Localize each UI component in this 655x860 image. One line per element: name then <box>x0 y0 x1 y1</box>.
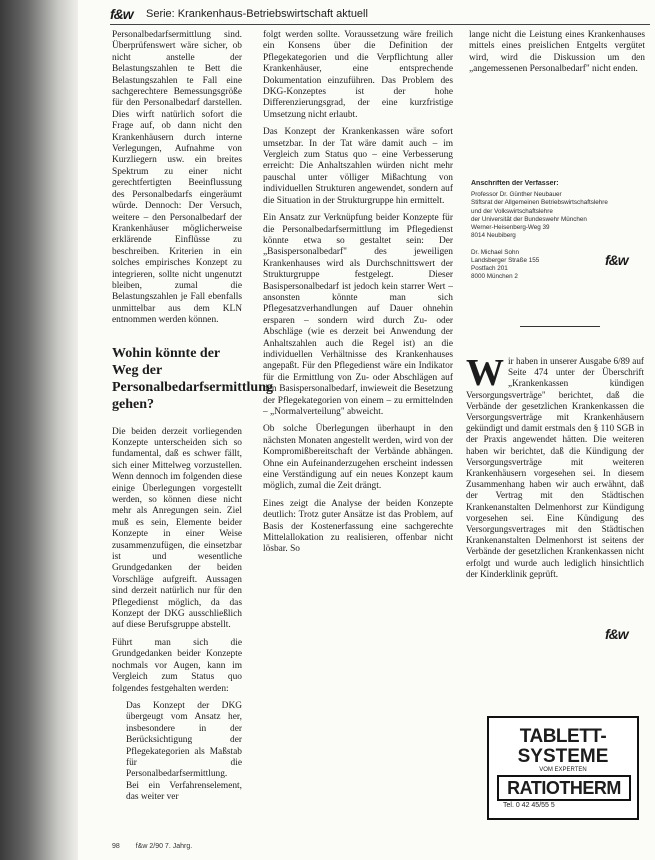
drop-cap: W <box>466 352 504 394</box>
ad-line-2: SYSTEME <box>517 746 609 767</box>
paragraph: Personalbedarfsermittlung sind. Überprüfenswert wäre sicher, ob nicht anstelle der Belastungszahlen te Bett die Belastungszahlen te Fall eine sachgerechtere Bemessungsgröße für den Personalbedarf darstellen. Dies wirft natürlich sofort die Frage auf, ob dann nicht den Krankenhäusern durch interne Verlegungen, Aufnahme von Kurzliegern usw. ein breites Spektrum zu einer nicht gerechtfertigten Beeinflussung des Personalbedarfs eingeräumt würde. Dennoch: Der Versuch, weitere – den Personalbedarf der Krankenhäuser möglicherweise erklärende Einflüsse zu beschreiben. Kriterien in ein solches empirisches Konzept zu integrieren, sollte nicht ungenutzt bleiben, zumal die Belastungszahlen je Fall ebenfalls unmittelbar aus dem KLN entnommen werden können. <box>112 30 242 326</box>
notice-text: ir haben in unserer Ausgabe 6/89 auf Seite 474 unter der Überschrift „Krankenkassen kündigen Versorgungsverträge" berichtet, daß die Verbände der gesetzlichen Krankenkassen die Versorgungsverträge mit Krankenhäusern gekündigt und damit erstmals den § 110 SGB in der Praxis angewendet hätten. Die weiteren haben wir berichtet, daß die Kündigung der Versorgungsverträge mit weiteren Krankenhäusern vorgesehen sei. In diesem Zusammenhang haben wir auch erwähnt, daß der Vertrag mit den Städtischen Krankenanstalten Delmenhorst zur Kündigung vorgesehen sei. Eine Kündigung des Versorgungsvertrages mit den Städtischen Krankenanstalten Delmenhorst ist seitens der Verbände der gesetzlichen Krankenkassen nicht erfolgt und wurde auch lediglich hinsichtlich der Kinderklinik geprüft. <box>466 356 644 579</box>
column-2 <box>263 30 453 562</box>
correction-notice <box>466 352 644 580</box>
author-line: Postfach 201 <box>471 265 508 273</box>
book-binding-shadow <box>0 0 78 860</box>
section-divider <box>520 326 600 327</box>
author-line: Stiftsrat der Allgemeinen Betriebswirtschaftslehre <box>471 199 608 207</box>
author-line: Dr. Michael Sohn <box>471 248 519 256</box>
section-heading: Wohin könnte der Weg der Personalbedarfsermittlung gehen? <box>112 345 273 412</box>
end-logo: f&w <box>605 626 628 642</box>
author-line: und der Volkswirtschaftslehre <box>471 207 553 215</box>
paragraph: Ein Ansatz zur Verknüpfung beider Konzepte für die Personalbedarfsermittlung im Pflegedienst könnte etwa so gestaltet sein: Der „Basispersonalbedarf" des jeweiligen Krankenhauses wird als Durchschnittswert der Strukturgruppe festgelegt. Dieser Basispersonalbedarf ist jedoch kein starrer Wert – ansonsten könnte man sich Pflegesatzverhandlungen auf Dauer ohnehin ersparen – sondern wird durch Zu- oder Abschläge (wie es derzeit bei Anwendung der Anhaltszahlen auch die Regel ist) an die individuellen Verhältnisse des Krankenhauses angepaßt. Für den Pflegedienst wäre ein Indikator für die Ermittlung von Zu- oder Abschlägen auf den Basispersonalbedarf, inwieweit die Besetzung der Pflegekategorien von einem – zu ermittelnden – „Normalverteilung" abweicht. <box>263 213 453 417</box>
author-line: 8014 Neubiberg <box>471 232 516 240</box>
column-1 <box>112 30 273 810</box>
paragraph: Das Konzept der DKG übergeugt vom Ansatz her, insbesondere in der Berücksichtigung der Pflegekategorien als Maßstab für die Personalbedarfsermittlung. Bei ein Verfahrenselement, das weiter ver <box>126 700 242 803</box>
ad-line-3: VOM EXPERTEN <box>539 767 587 773</box>
paragraph: Eines zeigt die Analyse der beiden Konzepte deutlich: Trotz guter Ansätze ist das Problem, auf Basis der Kostenerfassung eine sachgerechte Mittelallokation zu realisieren, offenbar nicht lösbar. So <box>263 498 453 555</box>
ad-line-1: TABLETT- <box>519 726 607 747</box>
author-line: Landsberger Straße 155 <box>471 256 540 264</box>
ad-phone: Tel. 0 42 45/55 5 <box>503 802 555 809</box>
end-logo: f&w <box>605 252 628 268</box>
author-line <box>471 240 641 248</box>
paragraph: Die beiden derzeit vorliegenden Konzepte unterscheiden sich so fundamental, daß es schwer fällt, sich einer Mittelweg vorzustellen. Wenn dennoch im folgenden diese einige Überlegungen vorgestellt werden, so können diese nicht mehr als Anregungen sein. Ziel muß es sein, Elemente beider Konzepte in einer Weise zusammenzufügen, die einsetzbar ist und wesentliche Grundgedanken der beiden Vorschläge aufgreift. Aussagen sind derzeit natürlich nur für den Pflegedienst möglich, da das Konzept der DKG ausschließlich auf diese Berufsgruppe abstellt. <box>112 426 242 631</box>
paragraph: folgt werden sollte. Voraussetzung wäre freilich ein Konsens über die Definition der Pflegekategorien und die Verpflichtung aller Krankenhäuser, eine entsprechende Dokumentation einzuführen. Das Problem des DKG-Konzeptes ist der hohe Differenzierungsgrad, der eine kurzfristige Umsetzung nicht erlaubt. <box>263 30 453 120</box>
author-line: Professor Dr. Günther Neubauer <box>471 191 562 199</box>
paragraph: Führt man sich die Grundgedanken beider Konzepte nochmals vor Augen, kann im Vergleich zum Status quo folgendes festgehalten werden: <box>112 637 242 694</box>
author-line: Werner-Heisenberg-Weg 39 <box>471 224 550 232</box>
advertisement <box>487 716 639 820</box>
paragraph: lange nicht die Leistung eines Krankenhauses mittels eines preislichen Entgelts vergütet wird, wird die Diskussion um den „angemessenen Personalbedarf" nicht enden. <box>469 30 645 75</box>
ad-brand: RATIOTHERM <box>497 775 631 801</box>
column-3 <box>469 30 645 82</box>
page-footer <box>112 843 206 850</box>
fw-logo: f&w <box>110 6 133 22</box>
author-line: der Universität der Bundeswehr München <box>471 215 587 223</box>
header-rule <box>110 24 650 25</box>
paragraph: Ob solche Überlegungen überhaupt in den nächsten Monaten angestellt werden, wird von der Kompromißbereitschaft der Verbände abhängen. Ohne ein Aufeinanderzugehen erscheint indessen eine Verständigung auf ein neues Konzept kaum möglich, zumal die Zeit drängt. <box>263 424 453 492</box>
authors-heading: Anschriften der Verfasser: <box>471 180 559 187</box>
page-number: 98 <box>112 843 120 850</box>
page-header <box>110 6 650 24</box>
series-title: Serie: Krankenhaus-Betriebswirtschaft aktuell <box>146 8 368 20</box>
author-line: 8000 München 2 <box>471 273 518 281</box>
paragraph: Das Konzept der Krankenkassen wäre sofort umsetzbar. In der Tat wäre damit auch – im Vergleich zum Status quo – eine Verbesserung erreicht: Die Anhaltszahlen würden nicht mehr pauschal unter völliger Mißachtung von individuellen Strukturen angewendet, sondern auf die Situation in der Strukturgruppe hin ermittelt. <box>263 127 453 206</box>
issue-info: f&w 2/90 7. Jahrg. <box>135 843 193 850</box>
